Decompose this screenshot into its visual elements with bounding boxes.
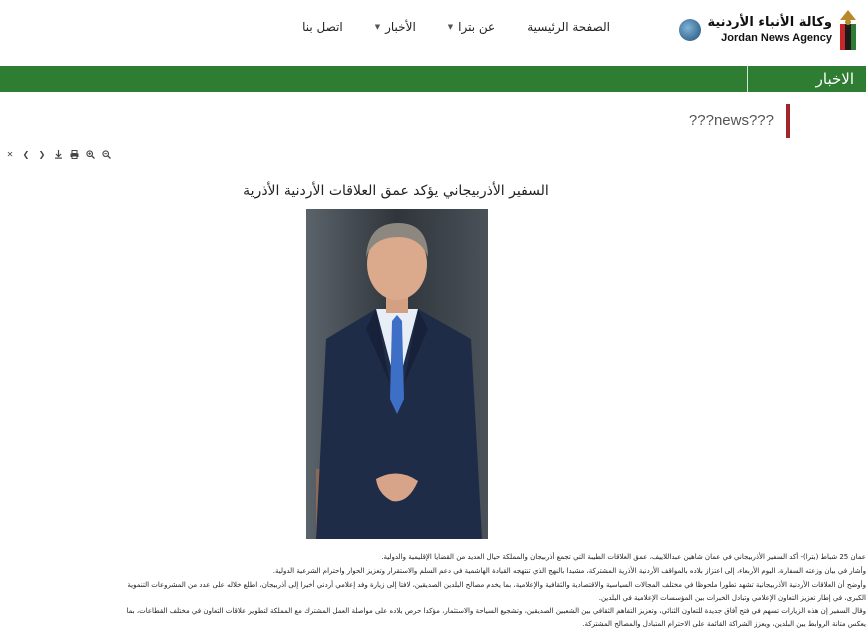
close-icon[interactable]: ✕ xyxy=(6,149,14,159)
jordan-emblem-icon xyxy=(836,6,860,54)
section-title: الاخبار xyxy=(815,70,854,88)
globe-icon xyxy=(679,19,701,41)
article-paragraph: الكبرى، في إطار تعزيز التعاون الإعلامي وتبادل الخبرات بين المؤسسات الإعلامية في البلدين. xyxy=(598,594,866,602)
section-bar xyxy=(0,66,866,92)
site-header xyxy=(0,0,866,62)
download-icon[interactable] xyxy=(50,146,66,162)
article-paragraph: وأشار في بيان وزعته السفارة، اليوم الأربعاء، إلى اعتزاز بلاده بالمواقف الأردنية الأذرية المشتركة، مشيدا بالنهج الذي تنتهجه القيادة الهاشمية في دعم السلم والاستقرار وتعزيز الحوار واحترام الشرعية الدولية. xyxy=(272,567,866,575)
nav-about-petra[interactable]: عن بترا ▼ xyxy=(447,20,496,34)
chevron-left-icon[interactable]: ❮ xyxy=(22,149,30,159)
chevron-down-icon: ▼ xyxy=(447,23,454,31)
chevron-down-icon: ▼ xyxy=(374,23,381,31)
nav-news[interactable]: الأخبار ▼ xyxy=(374,20,416,34)
zoom-out-icon[interactable] xyxy=(98,146,114,162)
logo-english-text: Jordan News Agency xyxy=(721,32,832,44)
zoom-in-icon[interactable] xyxy=(82,146,98,162)
chevron-right-icon[interactable]: ❯ xyxy=(38,149,46,159)
news-accent-bar xyxy=(786,104,790,138)
article-paragraph: وقال السفير إن هذه الزيارات تسهم في فتح آفاق جديدة للتعاون الثنائي، وتعزيز التفاهم الثقافي بين الشعبين الصديقين، وتشجيع السياحة والاستثمار، مؤكدا حرص بلاده على مواصلة العمل المشترك مع المملكة لتطوير علاقات التعاون في مختلف القطاعات، بما xyxy=(126,607,866,615)
logo[interactable] xyxy=(677,6,860,54)
article-paragraph: يعكس متانة الروابط بين البلدين، ويعزز الشراكة القائمة على الاحترام المتبادل والمصالح المشتركة. xyxy=(582,620,866,628)
news-category-label: ???news??? xyxy=(688,112,774,129)
section-divider xyxy=(747,66,748,92)
article-paragraph: عمان 25 شباط (بترا)- أكد السفير الأذربيجاني في عمان شاهين عبداللاييف، عمق العلاقات الطيبة التي تجمع أذربيجان والمملكة حيال العديد من القضايا الإقليمية والدولية. xyxy=(381,553,866,561)
article-photo xyxy=(306,209,488,539)
logo-arabic-text: وكالة الأنباء الأردنية xyxy=(707,15,832,30)
print-icon[interactable] xyxy=(66,146,82,162)
main-nav xyxy=(286,20,626,34)
nav-home[interactable]: الصفحة الرئيسية xyxy=(527,20,610,34)
viewer-toolbar xyxy=(2,146,114,162)
article-headline: السفير الأذربيجاني يؤكد عمق العلاقات الأردنية الأذرية xyxy=(243,183,549,199)
article-paragraph: وأوضح أن العلاقات الأردنية الأذربيجانية تشهد تطورا ملحوظا في مختلف المجالات السياسية والاقتصادية والثقافية والإعلامية، بما يخدم مصالح البلدين الصديقين، لافتا إلى زيارة وفد إعلامي أردني أخيرا إلى أذربيجان، اطلع خلاله على عدد من المشروعات التنموية xyxy=(127,581,866,589)
nav-contact[interactable]: اتصل بنا xyxy=(302,20,343,34)
